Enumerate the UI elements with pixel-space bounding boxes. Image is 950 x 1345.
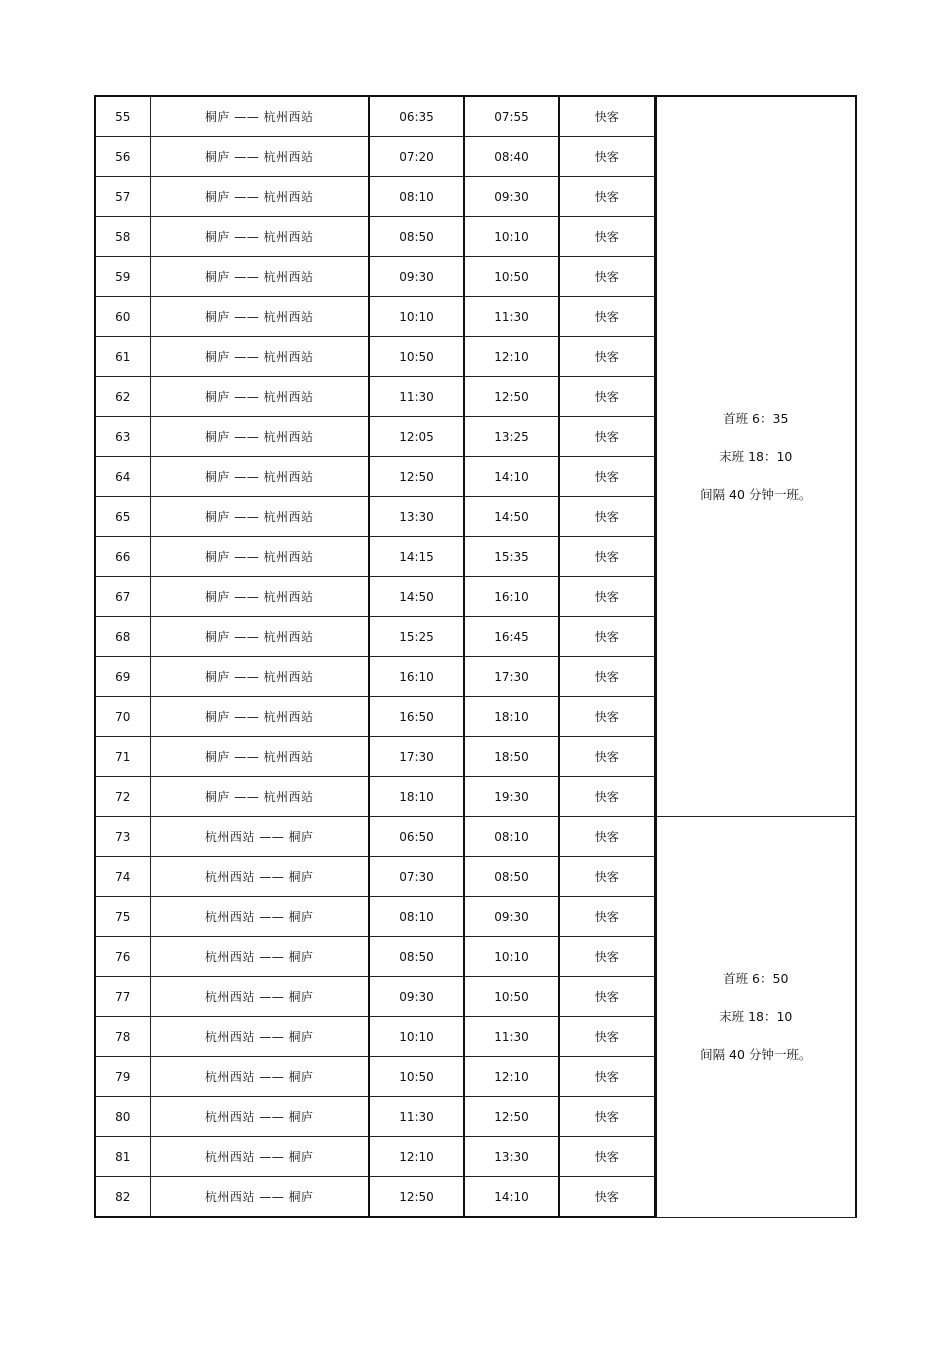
trip-number: 71 [95, 737, 150, 777]
arrive-time: 07:55 [464, 96, 559, 137]
depart-time: 07:20 [369, 137, 464, 177]
route-cell: 桐庐 —— 杭州西站 [150, 96, 369, 137]
depart-time: 15:25 [369, 617, 464, 657]
bus-type: 快客 [559, 937, 655, 977]
schedule-note [655, 817, 856, 1218]
route-cell: 桐庐 —— 杭州西站 [150, 457, 369, 497]
arrive-time: 11:30 [464, 297, 559, 337]
trip-number: 79 [95, 1057, 150, 1097]
arrive-time: 17:30 [464, 657, 559, 697]
trip-number: 67 [95, 577, 150, 617]
trip-number: 81 [95, 1137, 150, 1177]
bus-type: 快客 [559, 1017, 655, 1057]
trip-number: 56 [95, 137, 150, 177]
note-interval: 间隔 40 分钟一班。 [700, 486, 812, 502]
trip-number: 62 [95, 377, 150, 417]
depart-time: 09:30 [369, 257, 464, 297]
bus-type: 快客 [559, 817, 655, 857]
trip-number: 69 [95, 657, 150, 697]
depart-time: 08:50 [369, 217, 464, 257]
depart-time: 08:10 [369, 177, 464, 217]
route-cell: 杭州西站 —— 桐庐 [150, 897, 369, 937]
bus-type: 快客 [559, 577, 655, 617]
depart-time: 14:50 [369, 577, 464, 617]
depart-time: 11:30 [369, 1097, 464, 1137]
trip-number: 63 [95, 417, 150, 457]
depart-time: 16:10 [369, 657, 464, 697]
arrive-time: 12:10 [464, 1057, 559, 1097]
arrive-time: 08:10 [464, 817, 559, 857]
bus-type: 快客 [559, 737, 655, 777]
note-interval: 间隔 40 分钟一班。 [700, 1046, 812, 1062]
depart-time: 11:30 [369, 377, 464, 417]
trip-number: 73 [95, 817, 150, 857]
bus-type: 快客 [559, 137, 655, 177]
arrive-time: 10:50 [464, 977, 559, 1017]
route-cell: 桐庐 —— 杭州西站 [150, 497, 369, 537]
timetable-sheet [94, 95, 855, 1218]
route-cell: 桐庐 —— 杭州西站 [150, 217, 369, 257]
route-cell: 桐庐 —— 杭州西站 [150, 737, 369, 777]
depart-time: 07:30 [369, 857, 464, 897]
trip-number: 57 [95, 177, 150, 217]
trip-number: 59 [95, 257, 150, 297]
note-last: 末班 18：10 [719, 448, 793, 464]
trip-number: 55 [95, 96, 150, 137]
bus-type: 快客 [559, 897, 655, 937]
bus-type: 快客 [559, 537, 655, 577]
depart-time: 06:50 [369, 817, 464, 857]
table-row [95, 817, 856, 857]
trip-number: 72 [95, 777, 150, 817]
route-cell: 杭州西站 —— 桐庐 [150, 937, 369, 977]
trip-number: 66 [95, 537, 150, 577]
bus-type: 快客 [559, 977, 655, 1017]
bus-type: 快客 [559, 257, 655, 297]
bus-type: 快客 [559, 297, 655, 337]
arrive-time: 15:35 [464, 537, 559, 577]
arrive-time: 14:50 [464, 497, 559, 537]
arrive-time: 10:10 [464, 937, 559, 977]
bus-type: 快客 [559, 657, 655, 697]
depart-time: 16:50 [369, 697, 464, 737]
route-cell: 杭州西站 —— 桐庐 [150, 1177, 369, 1218]
trip-number: 61 [95, 337, 150, 377]
arrive-time: 12:50 [464, 377, 559, 417]
bus-type: 快客 [559, 777, 655, 817]
route-cell: 桐庐 —— 杭州西站 [150, 417, 369, 457]
bus-type: 快客 [559, 1057, 655, 1097]
arrive-time: 08:50 [464, 857, 559, 897]
note-last: 末班 18：10 [719, 1008, 793, 1024]
route-cell: 桐庐 —— 杭州西站 [150, 137, 369, 177]
trip-number: 76 [95, 937, 150, 977]
arrive-time: 13:30 [464, 1137, 559, 1177]
route-cell: 桐庐 —— 杭州西站 [150, 337, 369, 377]
schedule-note [655, 96, 856, 817]
route-cell: 桐庐 —— 杭州西站 [150, 697, 369, 737]
trip-number: 78 [95, 1017, 150, 1057]
bus-type: 快客 [559, 177, 655, 217]
bus-type: 快客 [559, 697, 655, 737]
arrive-time: 10:50 [464, 257, 559, 297]
trip-number: 58 [95, 217, 150, 257]
depart-time: 17:30 [369, 737, 464, 777]
arrive-time: 18:50 [464, 737, 559, 777]
depart-time: 10:50 [369, 337, 464, 377]
arrive-time: 16:45 [464, 617, 559, 657]
trip-number: 64 [95, 457, 150, 497]
trip-number: 74 [95, 857, 150, 897]
depart-time: 10:10 [369, 297, 464, 337]
timetable-body [95, 96, 856, 1217]
bus-type: 快客 [559, 1097, 655, 1137]
arrive-time: 19:30 [464, 777, 559, 817]
bus-type: 快客 [559, 857, 655, 897]
route-cell: 杭州西站 —— 桐庐 [150, 857, 369, 897]
bus-type: 快客 [559, 217, 655, 257]
depart-time: 18:10 [369, 777, 464, 817]
trip-number: 77 [95, 977, 150, 1017]
depart-time: 08:50 [369, 937, 464, 977]
trip-number: 65 [95, 497, 150, 537]
trip-number: 68 [95, 617, 150, 657]
arrive-time: 14:10 [464, 457, 559, 497]
route-cell: 桐庐 —— 杭州西站 [150, 777, 369, 817]
depart-time: 10:50 [369, 1057, 464, 1097]
arrive-time: 10:10 [464, 217, 559, 257]
depart-time: 10:10 [369, 1017, 464, 1057]
bus-type: 快客 [559, 497, 655, 537]
depart-time: 12:50 [369, 457, 464, 497]
bus-type: 快客 [559, 417, 655, 457]
depart-time: 08:10 [369, 897, 464, 937]
depart-time: 12:50 [369, 1177, 464, 1218]
bus-type: 快客 [559, 96, 655, 137]
arrive-time: 08:40 [464, 137, 559, 177]
table-row [95, 96, 856, 137]
trip-number: 82 [95, 1177, 150, 1218]
route-cell: 杭州西站 —— 桐庐 [150, 1137, 369, 1177]
depart-time: 06:35 [369, 96, 464, 137]
trip-number: 75 [95, 897, 150, 937]
bus-type: 快客 [559, 337, 655, 377]
arrive-time: 12:50 [464, 1097, 559, 1137]
trip-number: 60 [95, 297, 150, 337]
arrive-time: 14:10 [464, 1177, 559, 1218]
arrive-time: 09:30 [464, 177, 559, 217]
route-cell: 杭州西站 —— 桐庐 [150, 1057, 369, 1097]
arrive-time: 09:30 [464, 897, 559, 937]
trip-number: 70 [95, 697, 150, 737]
bus-type: 快客 [559, 1137, 655, 1177]
trip-number: 80 [95, 1097, 150, 1137]
arrive-time: 12:10 [464, 337, 559, 377]
depart-time: 13:30 [369, 497, 464, 537]
note-first: 首班 6：50 [723, 970, 789, 986]
route-cell: 桐庐 —— 杭州西站 [150, 617, 369, 657]
route-cell: 杭州西站 —— 桐庐 [150, 977, 369, 1017]
route-cell: 杭州西站 —— 桐庐 [150, 1097, 369, 1137]
bus-type: 快客 [559, 617, 655, 657]
route-cell: 桐庐 —— 杭州西站 [150, 297, 369, 337]
route-cell: 桐庐 —— 杭州西站 [150, 377, 369, 417]
route-cell: 桐庐 —— 杭州西站 [150, 657, 369, 697]
depart-time: 12:05 [369, 417, 464, 457]
depart-time: 09:30 [369, 977, 464, 1017]
route-cell: 桐庐 —— 杭州西站 [150, 537, 369, 577]
arrive-time: 16:10 [464, 577, 559, 617]
note-first: 首班 6：35 [723, 410, 789, 426]
bus-type: 快客 [559, 377, 655, 417]
bus-timetable [94, 95, 857, 1218]
depart-time: 14:15 [369, 537, 464, 577]
route-cell: 桐庐 —— 杭州西站 [150, 257, 369, 297]
depart-time: 12:10 [369, 1137, 464, 1177]
arrive-time: 11:30 [464, 1017, 559, 1057]
arrive-time: 13:25 [464, 417, 559, 457]
route-cell: 杭州西站 —— 桐庐 [150, 1017, 369, 1057]
arrive-time: 18:10 [464, 697, 559, 737]
route-cell: 杭州西站 —— 桐庐 [150, 817, 369, 857]
route-cell: 桐庐 —— 杭州西站 [150, 577, 369, 617]
bus-type: 快客 [559, 1177, 655, 1218]
route-cell: 桐庐 —— 杭州西站 [150, 177, 369, 217]
bus-type: 快客 [559, 457, 655, 497]
